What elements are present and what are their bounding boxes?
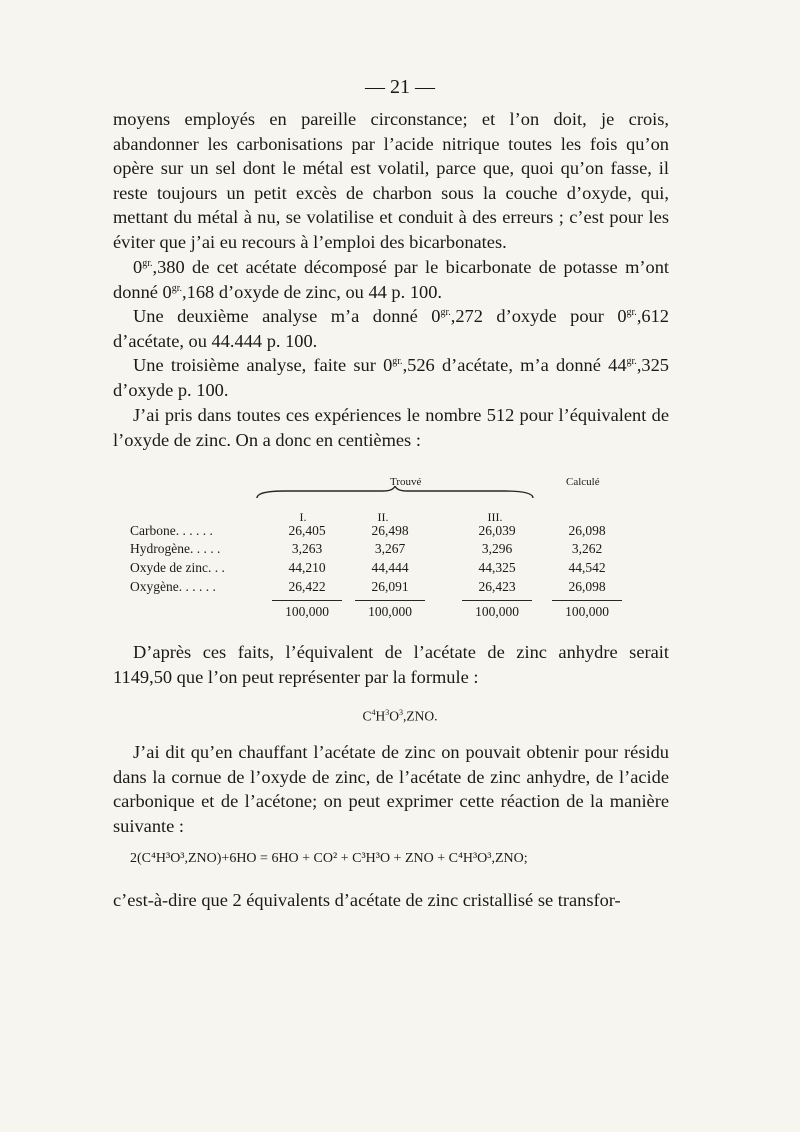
unit-superscript: gr. (171, 282, 183, 294)
paragraph-equivalent: J’ai pris dans toutes ces expériences le nombre 512 pour l’équivalent de l’oxyde de zinc. On a donc en centièmes : (113, 405, 669, 450)
paragraph-intro: moyens employés en pareille circonstance; et l’on doit, je crois, abandonner les carbonisations par l’acide nitrique toutes les fois qu’on opère sur un sel dont le métal est volatil, parce que, quoi qu’on fasse, il reste toujours un petit excès de charbon sous la couche d’oxyde, qui, mettant du métal à nu, se volatilise et conduit à des erreurs ; c’est pour les éviter que j’ai eu recours à l’emploi des bicarbonates. (113, 109, 669, 252)
formula-part: H (375, 708, 386, 724)
unit-superscript: gr. (626, 306, 637, 318)
cell: 44,444 (371, 560, 409, 575)
cell: 44,542 (568, 560, 606, 575)
cell: 26,498 (371, 523, 409, 538)
text-run: Une deuxième analyse m’a donné 0 (133, 306, 441, 326)
calculated-header: Calculé (566, 476, 600, 488)
row-label-carbon: Carbone. . . . . . (130, 523, 213, 538)
cell: 44,325 (478, 560, 516, 575)
text-run: ,526 d’acétate, m’a donné 44 (402, 355, 627, 375)
cell: 26,422 (288, 579, 326, 594)
text-run: ,168 d’oxyde de zinc, ou 44 p. 100. (182, 281, 443, 302)
formula-index: 3 (399, 708, 403, 717)
unit-superscript: gr. (392, 355, 403, 367)
total-rule (462, 600, 532, 601)
paragraph-continuation: c’est-à-dire que 2 équivalents d’acétate de zinc cristallisé se transfor- (113, 890, 621, 910)
found-header: Trouvé (390, 476, 422, 488)
total-cell: 100,000 (565, 604, 609, 619)
cell: 3,296 (481, 541, 513, 556)
formula-part: C (362, 708, 372, 724)
column-header-1: I. (299, 510, 307, 524)
cell: 26,423 (478, 579, 516, 594)
unit-superscript: gr. (142, 257, 153, 269)
paragraph-anhydrous: D’après ces faits, l’équivalent de l’acétate de zinc anhydre serait 1149,50 que l’on peut représenter par la formule : (113, 642, 669, 687)
found-brace (255, 486, 535, 500)
text-run: ,380 de cet acétate décomposé par le bicarbonate de potasse m’ont donné 0 (113, 257, 669, 302)
paragraph-heating: J’ai dit qu’en chauffant l’acétate de zinc on pouvait obtenir pour résidu dans la cornue de l’oxyde de zinc, de l’acétate de zinc anhydre, de l’acide carbonique et de l’acétone; on peut exprimer cette réaction de la manière suivante : (113, 742, 669, 836)
total-rule (272, 600, 342, 601)
text-run: Une troisième analyse, faite sur 0 (133, 355, 393, 375)
unit-superscript: gr. (440, 306, 451, 318)
cell: 44,210 (288, 560, 326, 575)
cell: 26,405 (288, 523, 326, 538)
cell: 26,098 (568, 579, 606, 594)
text-run: 0 (133, 257, 143, 277)
unit-superscript: gr. (626, 355, 637, 367)
cell: 26,098 (568, 523, 606, 538)
row-label-zinc-oxide: Oxyde de zinc. . . (130, 560, 225, 575)
total-cell: 100,000 (285, 604, 329, 619)
formula-part: O (389, 708, 399, 724)
column-header-2: II. (377, 510, 389, 524)
row-label-hydrogen: Hydrogène. . . . . (130, 541, 221, 556)
total-cell: 100,000 (368, 604, 412, 619)
row-label-oxygen: Oxygène. . . . . . (130, 579, 216, 594)
text-run: ,272 d’oxyde pour 0 (450, 306, 627, 326)
cell: 3,262 (571, 541, 603, 556)
cell: 26,039 (478, 523, 516, 538)
total-cell: 100,000 (475, 604, 519, 619)
total-rule (355, 600, 425, 601)
cell: 3,263 (291, 541, 323, 556)
page-number: — 21 — (365, 76, 435, 98)
formula-part: ,ZNO. (403, 708, 438, 724)
text-run: ,325 d’oxyde p. 100. (113, 355, 669, 400)
column-header-3: III. (487, 510, 503, 524)
cell: 3,267 (374, 541, 406, 556)
cell: 26,091 (371, 579, 409, 594)
formula-index: 3 (385, 708, 390, 717)
reaction-equation: 2(C⁴H³O³,ZNO)+6HO = 6HO + CO² + C³H³O + ZNO + C⁴H³O³,ZNO; (130, 851, 528, 866)
acetate-formula (0, 708, 800, 725)
text-run: ,612 d’acétate, ou 44.444 p. 100. (113, 306, 669, 351)
formula-index: 4 (371, 708, 376, 717)
total-rule (552, 600, 622, 601)
